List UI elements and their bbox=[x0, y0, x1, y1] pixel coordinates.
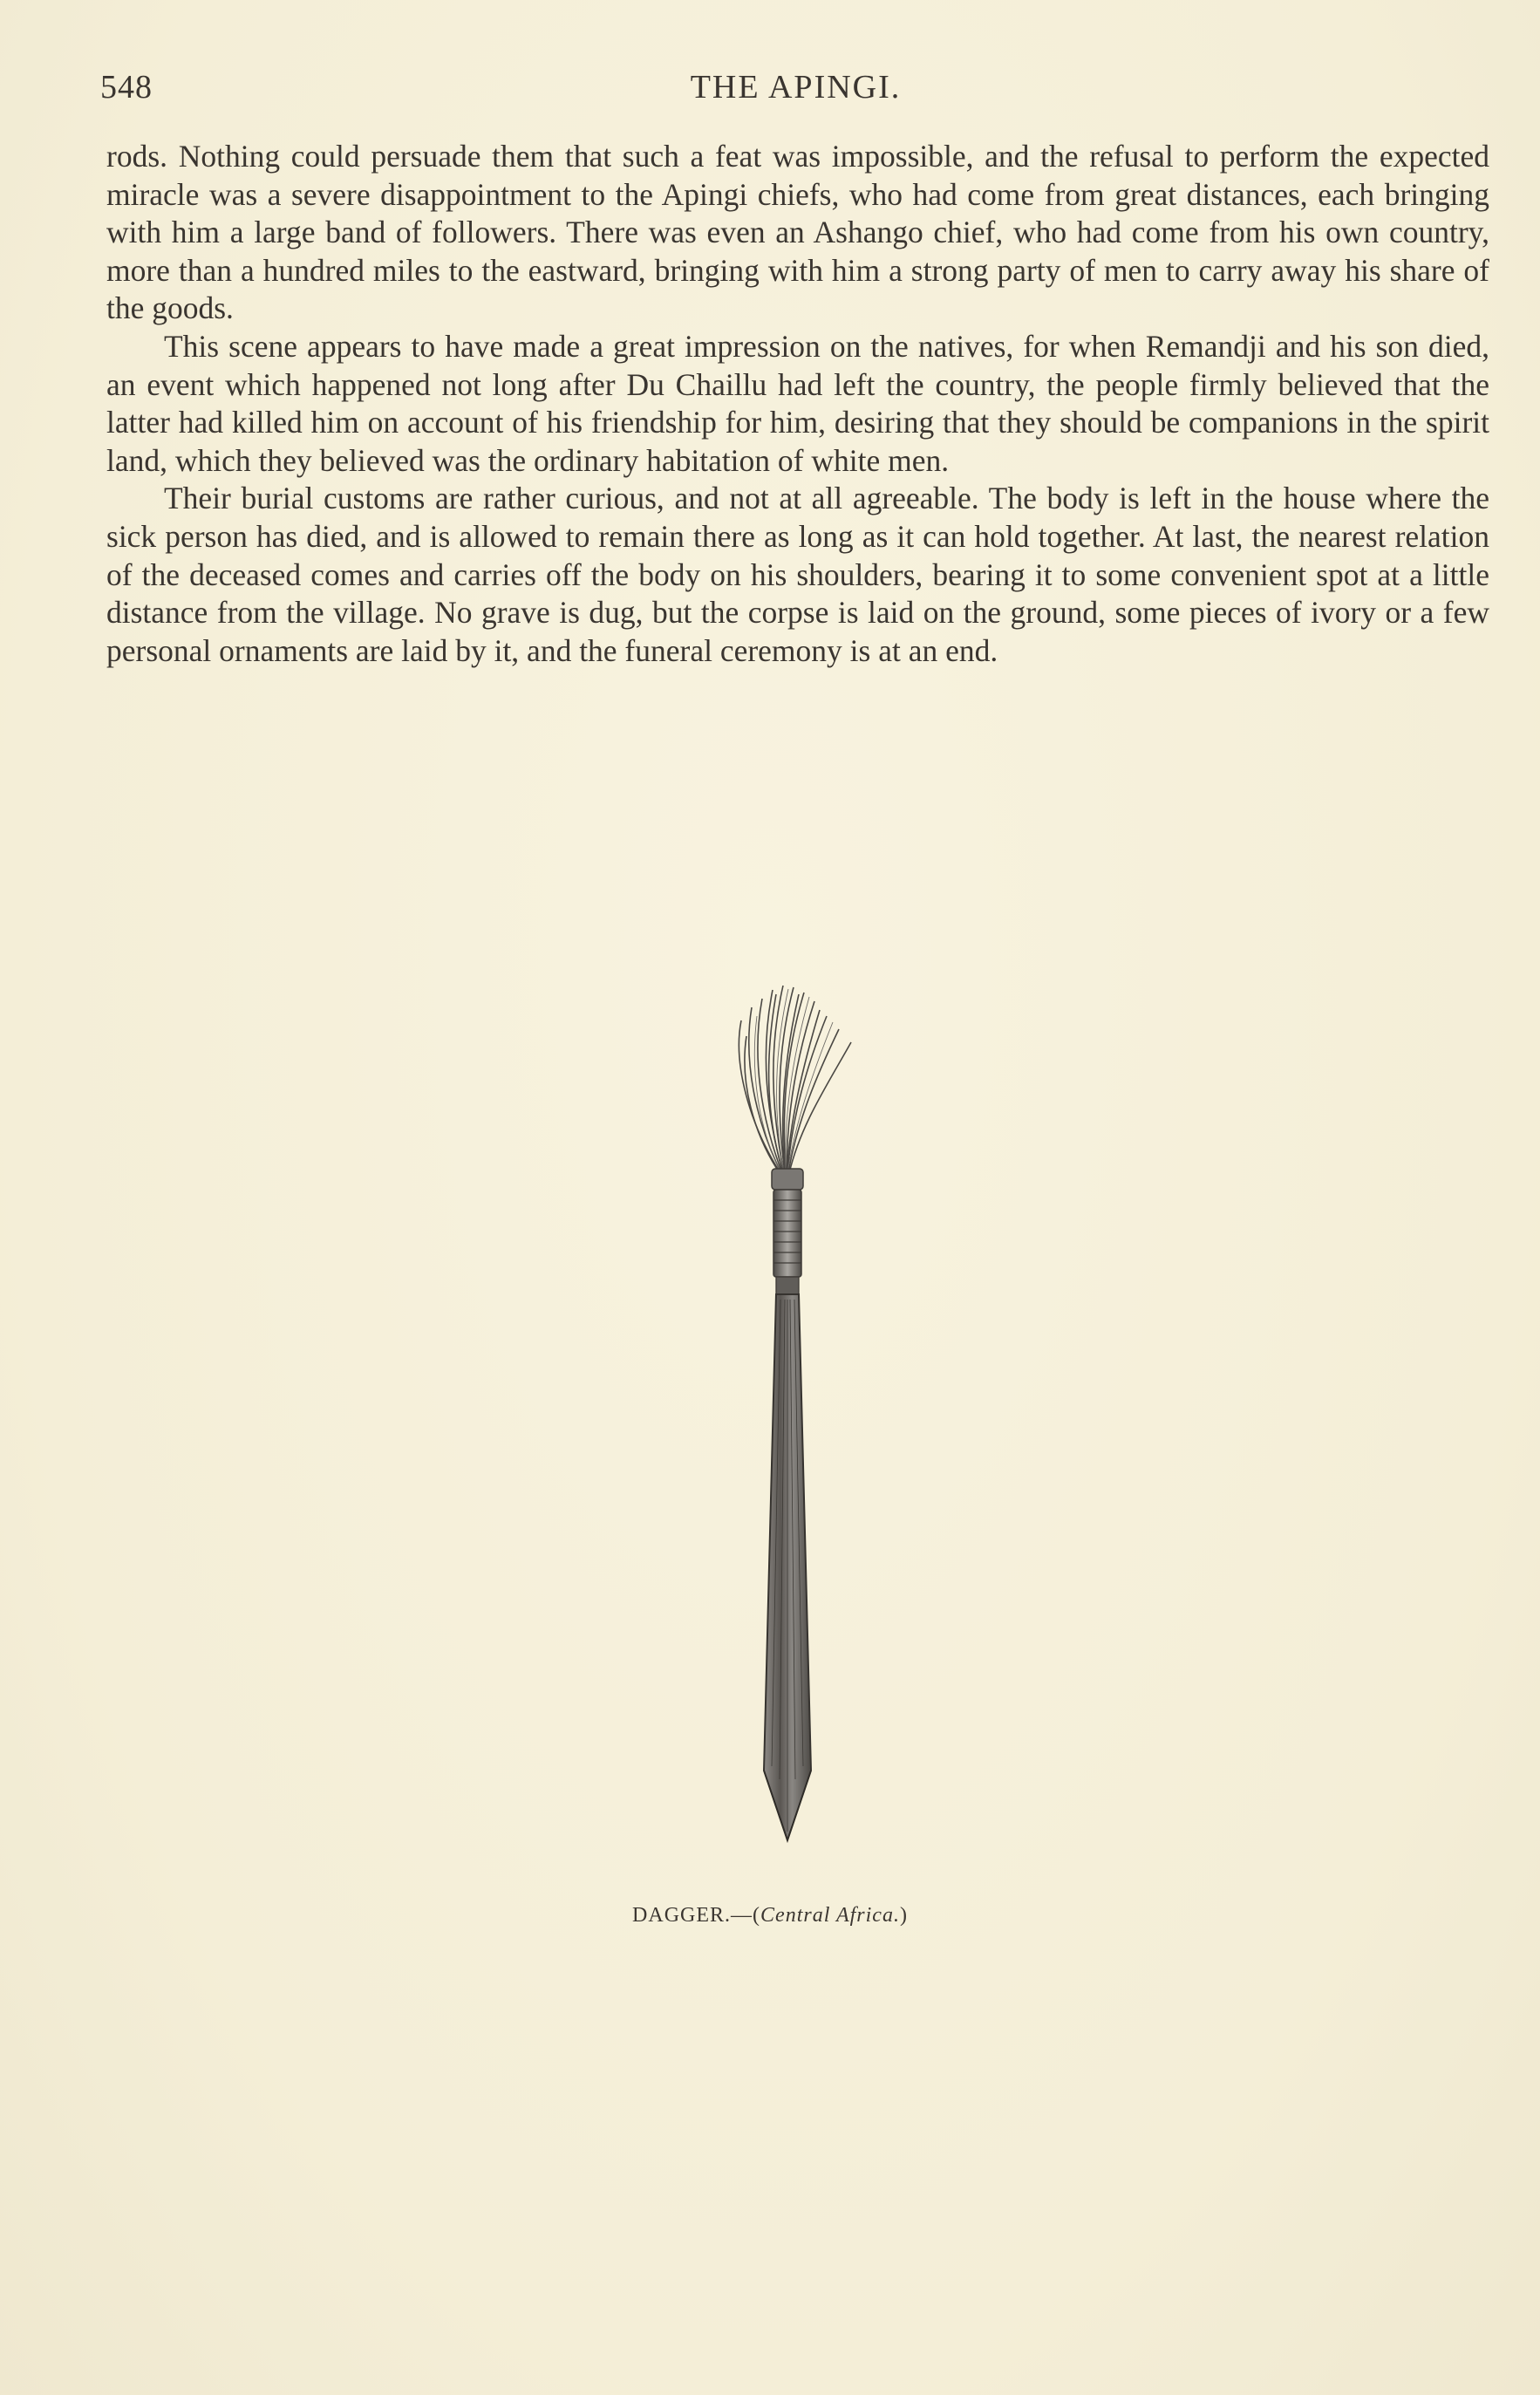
figure-caption bbox=[0, 1904, 1540, 1928]
caption-place: Central Africa. bbox=[760, 1904, 900, 1927]
body-text bbox=[106, 138, 1489, 670]
running-head bbox=[100, 68, 1491, 112]
caption-label: DAGGER.—( bbox=[632, 1904, 761, 1927]
blade bbox=[764, 1294, 811, 1840]
dagger-drawing bbox=[689, 968, 889, 1866]
dagger-illustration bbox=[689, 968, 889, 1866]
page-number: 548 bbox=[100, 69, 153, 106]
binding bbox=[772, 1169, 803, 1294]
caption-close: ) bbox=[899, 1904, 908, 1927]
running-title: THE APINGI. bbox=[690, 69, 902, 106]
paragraph-1: rods. Nothing could persuade them that such a feat was impossible, and the refusal to perform the expected miracle was a severe disappointment to the Apingi chiefs, who had come from great distances, each bringing with him a large band of followers. There was even an Ashango chief, who had come from his own country, more than a hundred miles to the eastward, bringing with him a strong party of men to carry away his share of the goods. bbox=[106, 139, 1489, 326]
paragraph-3: Their burial customs are rather curious, and not at all agreeable. The body is left in the house where the sick person has died, and is allowed to remain there as long as it can hold together. At last, the nearest relation of the deceased comes and carries off the body on his shoulders, bearing it to some convenient spot at a little distance from the village. No grave is dug, but the corpse is laid on the ground, some pieces of ivory or a few personal ornaments are laid by it, and the funeral ceremony is at an end. bbox=[106, 481, 1489, 668]
paragraph-2: This scene appears to have made a great impression on the natives, for when Remandji and his son died, an event which happened not long after Du Chaillu had left the country, the people firmly believed that the latter had killed him on account of his friendship for him, desiring that they should be companions in the spirit land, which they believed was the ordinary habitation of white men. bbox=[106, 328, 1489, 478]
